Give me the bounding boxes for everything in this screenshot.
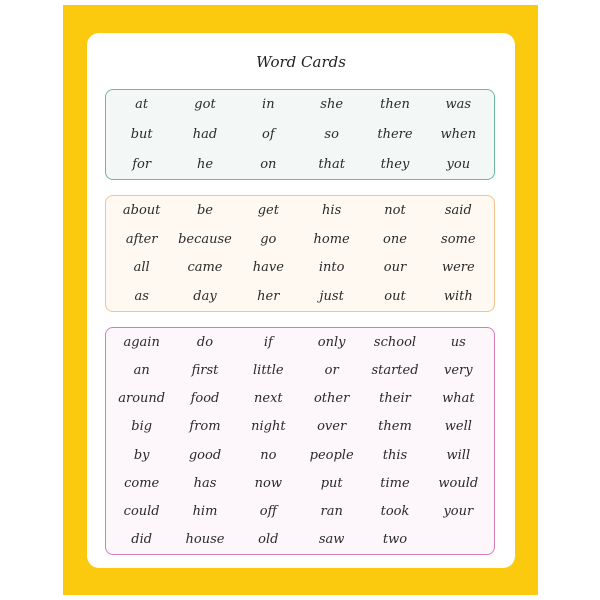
- word-item: people: [309, 447, 354, 463]
- word-item: that: [318, 156, 345, 172]
- word-item: little: [253, 362, 284, 378]
- word-item: around: [118, 391, 166, 407]
- word-item: some: [441, 231, 476, 247]
- word-item: on: [260, 156, 277, 172]
- word-item: could: [123, 504, 160, 520]
- word-item: food: [190, 391, 220, 407]
- word-grid-3: [106, 328, 494, 554]
- page-title: Word Cards: [256, 53, 346, 71]
- word-group-3: [105, 327, 495, 555]
- word-item: he: [196, 156, 214, 172]
- word-item: out: [384, 289, 406, 305]
- word-item: not: [384, 202, 406, 218]
- word-item: him: [192, 504, 218, 520]
- word-item: at: [135, 97, 149, 113]
- word-group-1: [105, 89, 495, 180]
- word-item: saw: [318, 532, 345, 548]
- word-item: next: [254, 391, 283, 407]
- word-item: good: [188, 447, 222, 463]
- word-item: as: [134, 289, 149, 305]
- word-item: about: [122, 202, 161, 218]
- word-item: took: [380, 504, 410, 520]
- word-item: be: [196, 202, 213, 218]
- word-item: off: [259, 504, 277, 520]
- word-item: from: [189, 419, 221, 435]
- word-item: did: [131, 532, 153, 548]
- word-item: go: [260, 231, 277, 247]
- word-item: ran: [320, 504, 343, 520]
- word-item: us: [450, 334, 466, 350]
- word-item: she: [320, 97, 344, 113]
- word-item: then: [380, 97, 410, 113]
- word-item: by: [133, 447, 150, 463]
- word-item: one: [383, 231, 407, 247]
- word-item: first: [191, 362, 219, 378]
- word-item: two: [382, 532, 408, 548]
- word-item: only: [317, 334, 346, 350]
- word-item: now: [254, 475, 282, 491]
- word-item: just: [319, 289, 344, 305]
- word-grid-2: [106, 196, 494, 311]
- word-item: all: [133, 260, 150, 276]
- word-item: into: [318, 260, 345, 276]
- word-item: for: [132, 156, 152, 172]
- word-item: there: [377, 126, 413, 142]
- word-item: home: [313, 231, 350, 247]
- word-item: very: [444, 362, 473, 378]
- word-item: will: [446, 447, 471, 463]
- word-item: old: [258, 532, 279, 548]
- word-item: over: [317, 419, 347, 435]
- word-item: you: [446, 156, 471, 172]
- word-item: with: [443, 289, 473, 305]
- word-item: again: [123, 334, 160, 350]
- word-item: their: [379, 391, 411, 407]
- word-group-2: [105, 195, 495, 312]
- word-item: started: [371, 362, 419, 378]
- word-item: this: [382, 447, 408, 463]
- word-item: had: [192, 126, 218, 142]
- word-item: day: [193, 289, 217, 305]
- word-item: an: [133, 362, 150, 378]
- word-item: night: [251, 419, 286, 435]
- word-item: or: [324, 362, 339, 378]
- word-item: of: [262, 126, 275, 142]
- word-item: but: [130, 126, 153, 142]
- word-item: so: [324, 126, 339, 142]
- word-item: said: [444, 202, 472, 218]
- word-item: his: [322, 202, 342, 218]
- word-item: school: [373, 334, 417, 350]
- word-item: what: [442, 391, 475, 407]
- word-item: them: [378, 419, 412, 435]
- word-item: was: [445, 97, 472, 113]
- word-item: big: [131, 419, 153, 435]
- word-item: your: [443, 504, 474, 520]
- word-item: get: [257, 202, 279, 218]
- word-item: in: [262, 97, 275, 113]
- word-item: came: [187, 260, 223, 276]
- word-grid-1: [106, 90, 494, 179]
- word-item: her: [257, 289, 280, 305]
- word-item: after: [125, 231, 158, 247]
- word-item: put: [320, 475, 343, 491]
- word-item: would: [438, 475, 479, 491]
- word-item: [427, 526, 490, 554]
- word-item: have: [252, 260, 284, 276]
- word-item: if: [263, 334, 273, 350]
- word-item: do: [196, 334, 214, 350]
- word-item: time: [380, 475, 410, 491]
- word-item: come: [124, 475, 160, 491]
- word-item: well: [444, 419, 472, 435]
- word-card-sheet: [87, 33, 515, 568]
- word-item: other: [313, 391, 350, 407]
- word-item: has: [193, 475, 217, 491]
- word-item: when: [440, 126, 477, 142]
- word-item: no: [260, 447, 277, 463]
- word-item: were: [441, 260, 475, 276]
- word-item: our: [383, 260, 407, 276]
- word-item: because: [178, 231, 232, 247]
- word-item: they: [380, 156, 410, 172]
- word-item: house: [185, 532, 225, 548]
- yellow-frame: [63, 5, 538, 595]
- word-item: got: [194, 97, 216, 113]
